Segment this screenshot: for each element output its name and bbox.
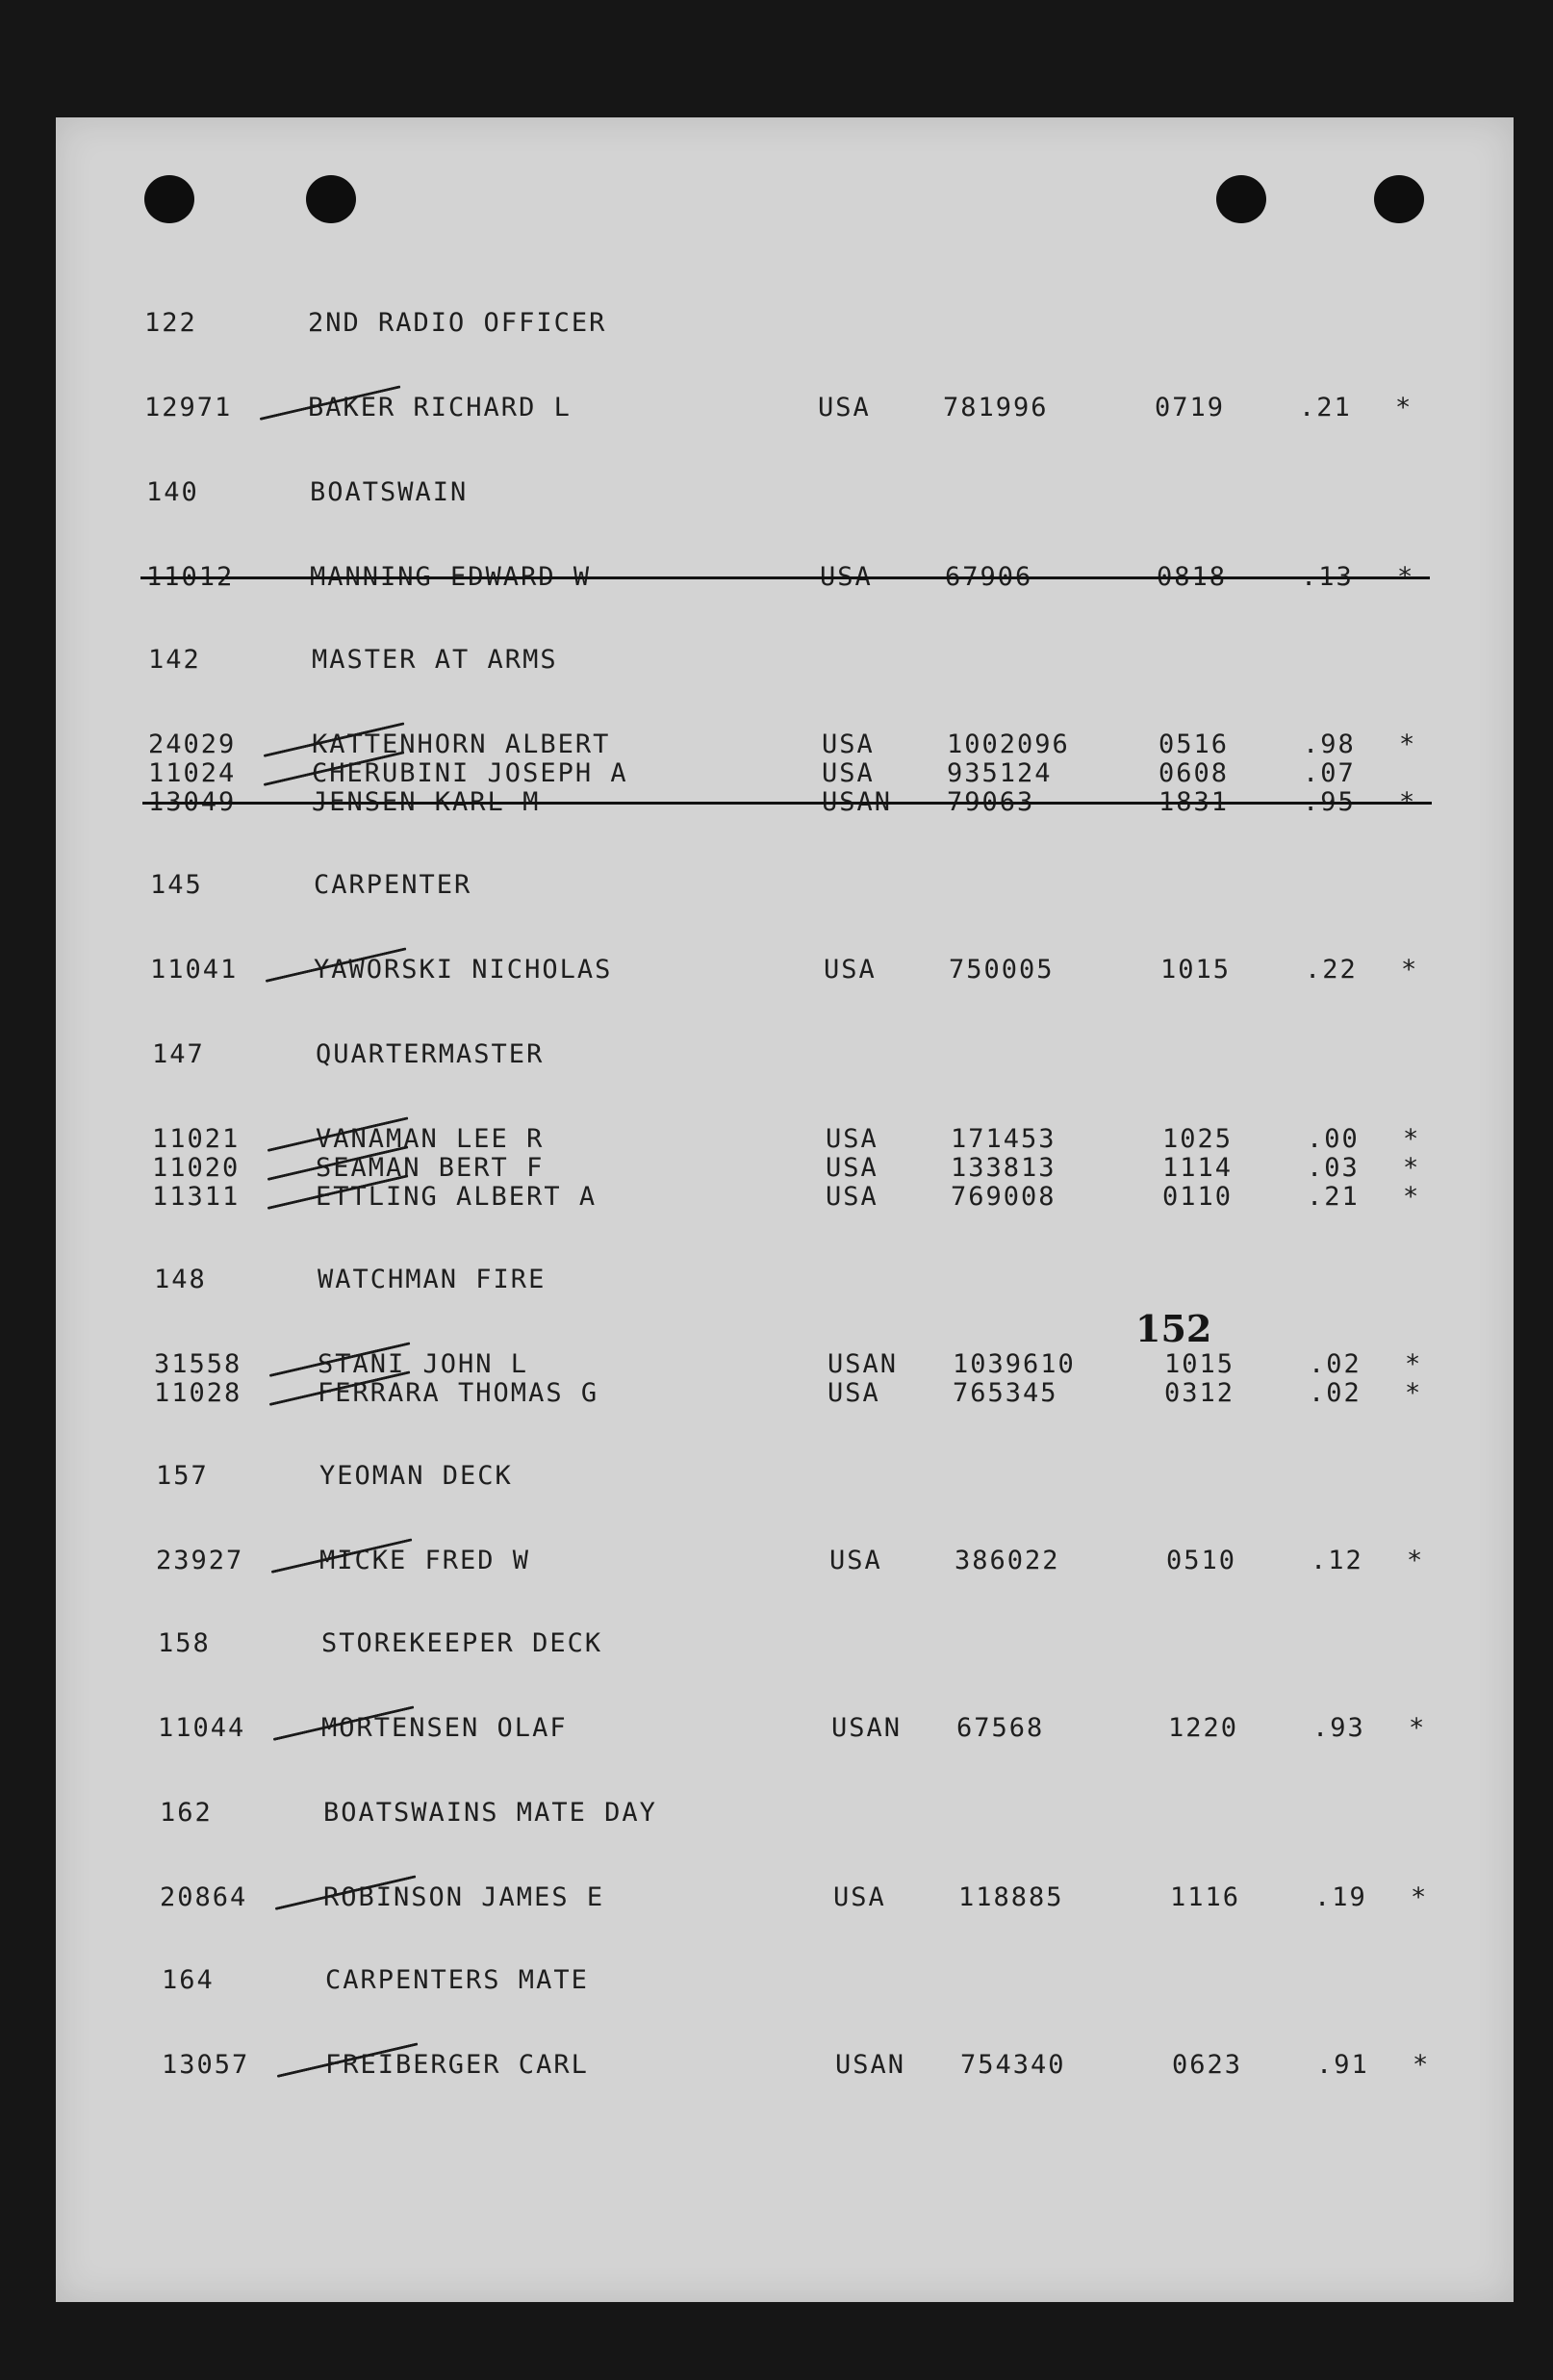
- crew-row: [146, 562, 1436, 591]
- crew-number: 11012: [146, 562, 235, 592]
- section-title: BOATSWAIN: [310, 477, 469, 507]
- section-title: YEOMAN DECK: [319, 1461, 513, 1491]
- asterisk-mark: *: [1403, 1124, 1421, 1154]
- citizenship: USA: [826, 1124, 878, 1154]
- document-number: 781996: [943, 393, 1049, 422]
- asterisk-mark: *: [1411, 1882, 1429, 1912]
- section-code: 142: [148, 645, 201, 675]
- section-title: WATCHMAN FIRE: [318, 1265, 547, 1294]
- date-code: 1015: [1164, 1349, 1235, 1379]
- document-number: 133813: [951, 1153, 1057, 1183]
- crew-row: [158, 1713, 1447, 1742]
- rate-value: .02: [1309, 1349, 1362, 1379]
- citizenship: USA: [824, 955, 877, 985]
- crew-name: YAWORSKI NICHOLAS: [314, 955, 613, 985]
- asterisk-mark: *: [1395, 393, 1413, 422]
- section-title: QUARTERMASTER: [316, 1039, 545, 1069]
- crew-number: 24029: [148, 729, 237, 759]
- section-code: 148: [154, 1265, 207, 1294]
- crew-number: 31558: [154, 1349, 242, 1379]
- asterisk-mark: *: [1413, 2050, 1431, 2080]
- crew-number: 11041: [150, 955, 239, 985]
- section-code: 162: [160, 1798, 213, 1828]
- citizenship: USAN: [835, 2050, 906, 2080]
- crew-name: FREIBERGER CARL: [325, 2050, 589, 2080]
- date-code: 0719: [1155, 393, 1226, 422]
- crew-number: 11311: [152, 1182, 241, 1212]
- citizenship: USA: [826, 1153, 878, 1183]
- rate-value: .03: [1307, 1153, 1360, 1183]
- document-number: 386022: [955, 1546, 1060, 1575]
- asterisk-mark: *: [1401, 955, 1419, 985]
- section-title: CARPENTERS MATE: [325, 1965, 589, 1995]
- citizenship: USA: [833, 1882, 886, 1912]
- crew-name: SEAMAN BERT F: [316, 1153, 545, 1183]
- crew-row: [148, 758, 1438, 787]
- section-title: STOREKEEPER DECK: [321, 1628, 603, 1658]
- citizenship: USA: [826, 1182, 878, 1212]
- rate-value: .22: [1305, 955, 1358, 985]
- date-code: 0510: [1166, 1546, 1237, 1575]
- page-number: 152: [1135, 1307, 1212, 1350]
- rate-value: .91: [1316, 2050, 1369, 2080]
- crew-row: [154, 1378, 1443, 1407]
- crew-row: [156, 1546, 1445, 1574]
- date-code: 1025: [1162, 1124, 1234, 1154]
- strike-through-line: [140, 576, 1430, 579]
- rate-value: .13: [1301, 562, 1354, 592]
- date-code: 1831: [1158, 787, 1230, 817]
- section-code: 164: [162, 1965, 215, 1995]
- punch-hole: [144, 175, 194, 223]
- date-code: 0110: [1162, 1182, 1234, 1212]
- date-code: 1015: [1160, 955, 1232, 985]
- rate-value: .19: [1314, 1882, 1367, 1912]
- date-code: 1116: [1170, 1882, 1241, 1912]
- crew-name: FERRARA THOMAS G: [318, 1378, 599, 1408]
- document-number: 67568: [956, 1713, 1045, 1743]
- crew-row: [150, 955, 1439, 984]
- rate-value: .07: [1303, 758, 1356, 788]
- crew-name: BAKER RICHARD L: [308, 393, 572, 422]
- document-number: 769008: [951, 1182, 1057, 1212]
- section-title: 2ND RADIO OFFICER: [308, 308, 607, 338]
- crew-name: VANAMAN LEE R: [316, 1124, 545, 1154]
- citizenship: USAN: [827, 1349, 899, 1379]
- section-title: CARPENTER: [314, 870, 472, 900]
- document-number: 935124: [947, 758, 1053, 788]
- crew-number: 11021: [152, 1124, 241, 1154]
- crew-row: [162, 2050, 1451, 2079]
- citizenship: USA: [822, 758, 875, 788]
- crew-name: MORTENSEN OLAF: [321, 1713, 568, 1743]
- crew-row: [160, 1882, 1449, 1911]
- rate-value: .93: [1312, 1713, 1365, 1743]
- date-code: 0608: [1158, 758, 1230, 788]
- crew-row: [148, 729, 1438, 758]
- crew-name: ROBINSON JAMES E: [323, 1882, 605, 1912]
- document-number: 1002096: [947, 729, 1070, 759]
- rate-value: .12: [1311, 1546, 1363, 1575]
- section-title: MASTER AT ARMS: [312, 645, 558, 675]
- asterisk-mark: *: [1403, 1153, 1421, 1183]
- crew-name: CHERUBINI JOSEPH A: [312, 758, 628, 788]
- rate-value: .21: [1299, 393, 1352, 422]
- asterisk-mark: *: [1405, 1349, 1423, 1379]
- section-code: 157: [156, 1461, 209, 1491]
- rate-value: .95: [1303, 787, 1356, 817]
- section-title: BOATSWAINS MATE DAY: [323, 1798, 657, 1828]
- rate-value: .02: [1309, 1378, 1362, 1408]
- asterisk-mark: *: [1399, 729, 1417, 759]
- crew-number: 11044: [158, 1713, 246, 1743]
- strike-through-line: [142, 802, 1432, 805]
- section-code: 147: [152, 1039, 205, 1069]
- crew-row: [144, 393, 1434, 422]
- citizenship: USA: [827, 1378, 880, 1408]
- document-number: 118885: [958, 1882, 1064, 1912]
- crew-number: 23927: [156, 1546, 244, 1575]
- asterisk-mark: *: [1397, 562, 1415, 592]
- document-number: 1039610: [953, 1349, 1076, 1379]
- crew-row: [152, 1153, 1441, 1182]
- crew-row: [154, 1349, 1443, 1378]
- crew-number: 11020: [152, 1153, 241, 1183]
- citizenship: USA: [822, 729, 875, 759]
- crew-name: MICKE FRED W: [319, 1546, 531, 1575]
- document-number: 765345: [953, 1378, 1058, 1408]
- citizenship: USA: [820, 562, 873, 592]
- crew-number: 13057: [162, 2050, 250, 2080]
- punch-hole: [306, 175, 356, 223]
- crew-number: 13049: [148, 787, 237, 817]
- crew-row: [148, 787, 1438, 816]
- date-code: 1220: [1168, 1713, 1239, 1743]
- rate-value: .21: [1307, 1182, 1360, 1212]
- section-code: 158: [158, 1628, 211, 1658]
- crew-name: KATTENHORN ALBERT: [312, 729, 611, 759]
- document-number: 79063: [947, 787, 1035, 817]
- punch-hole: [1216, 175, 1266, 223]
- crew-row: [152, 1182, 1441, 1211]
- date-code: 0312: [1164, 1378, 1235, 1408]
- citizenship: USAN: [831, 1713, 903, 1743]
- date-code: 0818: [1157, 562, 1228, 592]
- punch-hole: [1374, 175, 1424, 223]
- asterisk-mark: *: [1403, 1182, 1421, 1212]
- document-number: 171453: [951, 1124, 1057, 1154]
- document-number: 754340: [960, 2050, 1066, 2080]
- asterisk-mark: *: [1399, 787, 1417, 817]
- document-number: 750005: [949, 955, 1055, 985]
- date-code: 1114: [1162, 1153, 1234, 1183]
- crew-row: [152, 1124, 1441, 1153]
- section-code: 145: [150, 870, 203, 900]
- citizenship: USA: [829, 1546, 882, 1575]
- rate-value: .00: [1307, 1124, 1360, 1154]
- crew-name: MANNING EDWARD W: [310, 562, 592, 592]
- date-code: 0623: [1172, 2050, 1243, 2080]
- document-number: 67906: [945, 562, 1033, 592]
- crew-number: 20864: [160, 1882, 248, 1912]
- section-code: 140: [146, 477, 199, 507]
- citizenship: USA: [818, 393, 871, 422]
- crew-number: 11028: [154, 1378, 242, 1408]
- crew-name: JENSEN KARL M: [312, 787, 541, 817]
- asterisk-mark: *: [1409, 1713, 1427, 1743]
- section-code: 122: [144, 308, 197, 338]
- crew-number: 12971: [144, 393, 233, 422]
- crew-number: 11024: [148, 758, 237, 788]
- asterisk-mark: *: [1407, 1546, 1425, 1575]
- crew-name: ETTLING ALBERT A: [316, 1182, 598, 1212]
- crew-name: STANI JOHN L: [318, 1349, 529, 1379]
- citizenship: USAN: [822, 787, 893, 817]
- date-code: 0516: [1158, 729, 1230, 759]
- rate-value: .98: [1303, 729, 1356, 759]
- asterisk-mark: *: [1405, 1378, 1423, 1408]
